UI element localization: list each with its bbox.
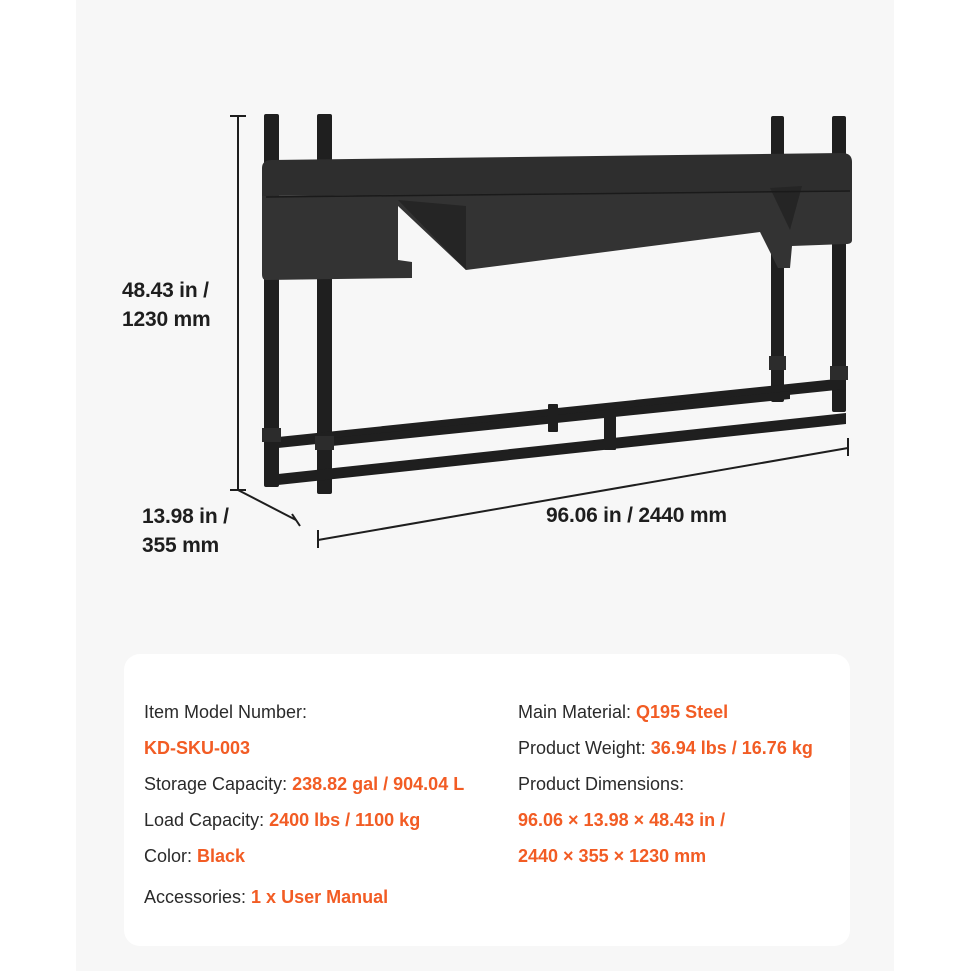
accessories-value: 1 x User Manual — [251, 887, 389, 907]
rack-cover — [262, 153, 852, 280]
load-capacity-spec — [144, 808, 420, 832]
color-spec — [144, 844, 245, 868]
product-weight-spec — [518, 736, 813, 760]
color-value: Black — [197, 846, 246, 866]
storage-capacity-label: Storage Capacity: — [144, 774, 293, 794]
model-number-value: KD-SKU-003 — [144, 738, 251, 758]
load-capacity-value: 2400 lbs / 1100 kg — [269, 810, 421, 830]
depth-dimension-line1: 13.98 in / — [142, 505, 229, 528]
accessories-spec — [144, 885, 388, 909]
product-weight-label: Product Weight: — [518, 738, 651, 758]
main-material-value: Q195 Steel — [636, 702, 729, 722]
product-dimensions-value-line2: 2440 × 355 × 1230 mm — [518, 846, 707, 866]
depth-dimension-label — [142, 502, 229, 560]
main-material-label: Main Material: — [518, 702, 637, 722]
model-number-label: Item Model Number: — [144, 702, 308, 722]
height-dimension-line2: 1230 mm — [122, 308, 211, 331]
height-dimension-label — [122, 276, 211, 334]
product-dimensions-value-line1: 96.06 × 13.98 × 48.43 in / — [518, 810, 726, 830]
product-weight-value: 36.94 lbs / 16.76 kg — [650, 738, 813, 758]
storage-capacity-spec — [144, 772, 464, 796]
width-dimension-label: 96.06 in / 2440 mm — [546, 504, 727, 527]
load-capacity-label: Load Capacity: — [144, 810, 270, 830]
main-material-spec — [518, 700, 728, 724]
accessories-label: Accessories: — [144, 887, 252, 907]
depth-dimension-line2: 355 mm — [142, 534, 220, 557]
color-label: Color: — [144, 846, 198, 866]
storage-capacity-value: 238.82 gal / 904.04 L — [292, 774, 465, 794]
specs-card — [124, 654, 850, 946]
height-dimension-line1: 48.43 in / — [122, 279, 209, 302]
product-dimensions-label: Product Dimensions: — [518, 774, 685, 794]
